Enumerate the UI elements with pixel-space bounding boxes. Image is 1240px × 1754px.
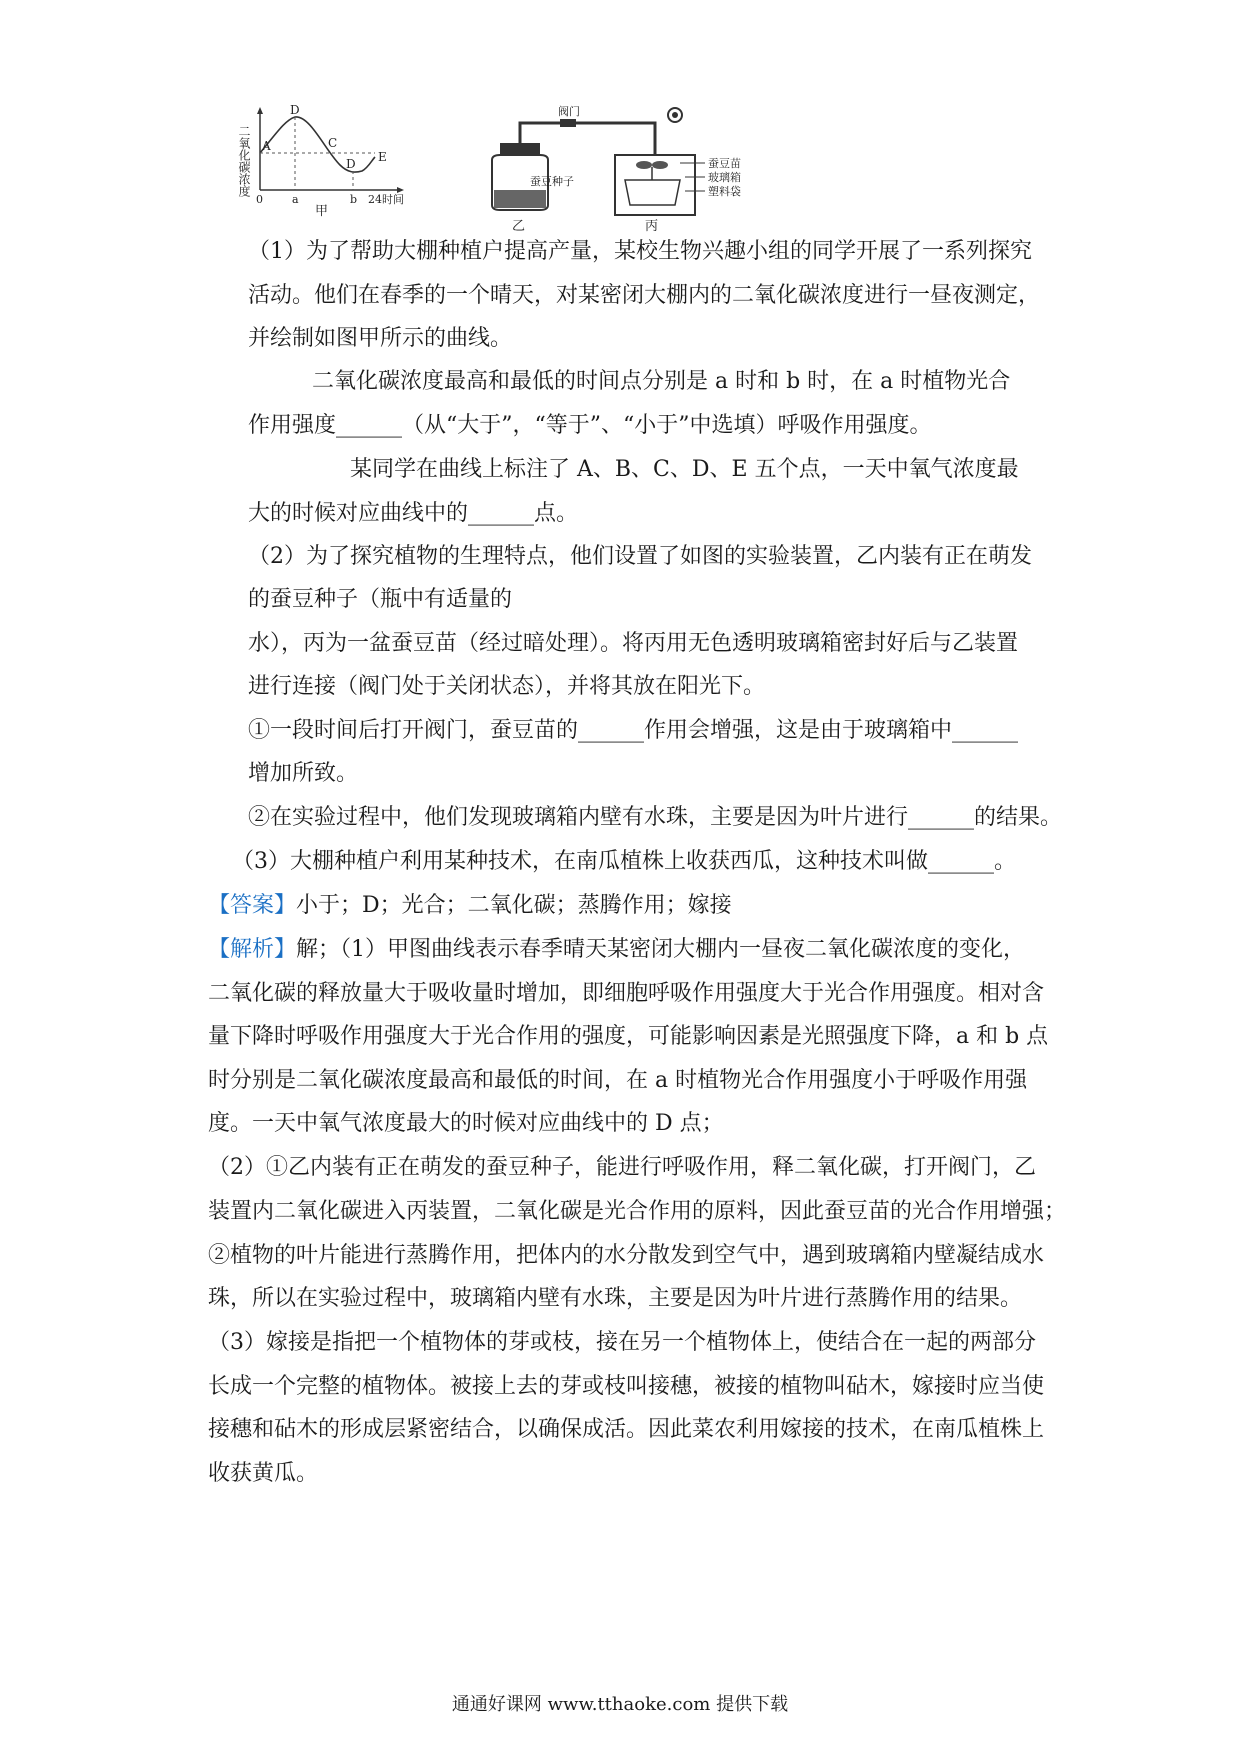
point-label-c: C <box>328 136 338 150</box>
q2a-line-1: ①一段时间后打开阀门，蚕豆苗的______作用会增强，这是由于玻璃箱中______ <box>248 718 1019 743</box>
valve <box>560 119 576 127</box>
analysis-line-4: 时分别是二氧化碳浓度最高和最低的时间，在 a 时植物光合作用强度小于呼吸作用强 <box>208 1068 1028 1093</box>
analysis-line-1 <box>208 936 1038 964</box>
caption-yi: 乙 <box>512 219 526 234</box>
label-plastic-bag: 塑料袋 <box>708 185 741 198</box>
q1a-line-1: 二氧化碳浓度最高和最低的时间点分别是 a 时和 b 时，在 a 时植物光合 <box>312 369 1011 394</box>
analysis-line-8: ②植物的叶片能进行蒸腾作用，把体内的水分散发到空气中，遇到玻璃箱内壁凝结成水 <box>208 1243 1045 1268</box>
q1b-line-2: 大的时候对应曲线中的______点。 <box>248 501 579 526</box>
page-footer: 通通好课网 www.tthaoke.com 提供下载 <box>451 1694 789 1715</box>
y-axis-label: 二氧化碳浓度 <box>237 125 251 197</box>
x-tick-24: 24时间 <box>368 193 404 206</box>
valve-label: 阀门 <box>558 105 580 118</box>
point-label-d-bottom: D <box>346 157 356 171</box>
analysis-line-2: 二氧化碳的释放量大于吸收量时增加，即细胞呼吸作用强度大于光合作用强度。相对含 <box>208 981 1045 1006</box>
x-tick-0: 0 <box>256 193 263 206</box>
q1b-line-1: 某同学在曲线上标注了 A、B、C、D、E 五个点，一天中氧气浓度最 <box>350 457 1019 482</box>
answer-tag: 【答案】 <box>208 893 297 918</box>
analysis-line-12: 接穗和砧木的形成层紧密结合，以确保成活。因此菜农利用嫁接的技术，在南瓜植株上 <box>208 1417 1045 1442</box>
caption-bing: 丙 <box>645 219 659 234</box>
seed-label: 蚕豆种子 <box>530 175 574 188</box>
label-seedling: 蚕豆苗 <box>708 157 741 170</box>
glass-box-bing <box>615 155 695 215</box>
label-glass-box: 玻璃箱 <box>708 171 741 184</box>
answer-line <box>208 892 1038 920</box>
co2-curve-graph <box>237 103 450 250</box>
q2b-line: ②在实验过程中，他们发现玻璃箱内壁有水珠，主要是因为叶片进行______的结果。 <box>248 805 1063 830</box>
analysis-line-3: 量下降时呼吸作用强度大于光合作用的强度，可能影响因素是光照强度下降，a 和 b 点 <box>208 1024 1049 1049</box>
analysis-text-1: 解；（1）甲图曲线表示春季晴天某密闭大棚内一昼夜二氧化碳浓度的变化， <box>296 937 1026 962</box>
figure-row <box>237 103 790 250</box>
point-label-e: E <box>378 150 387 164</box>
co2-curve <box>260 117 375 172</box>
analysis-line-10: （3）嫁接是指把一个植物体的芽或枝，接在另一个植物体上，使结合在一起的两部分 <box>208 1330 1036 1355</box>
analysis-tag: 【解析】 <box>208 937 297 962</box>
analysis-line-6: （2）①乙内装有正在萌发的蚕豆种子，能进行呼吸作用，释二氧化碳，打开阀门，乙 <box>208 1155 1036 1180</box>
q2-line-2: 的蚕豆种子（瓶中有适量的 <box>248 587 513 612</box>
q1-line-1: （1）为了帮助大棚种植户提高产量，某校生物兴趣小组的同学开展了一系列探究 <box>248 239 1032 264</box>
point-label-a: A <box>262 139 271 153</box>
analysis-line-7: 装置内二氧化碳进入丙装置，二氧化碳是光合作用的原料，因此蚕豆苗的光合作用增强； <box>208 1199 1067 1224</box>
q1-line-3: 并绘制如图甲所示的曲线。 <box>248 326 513 351</box>
experiment-apparatus <box>480 105 800 250</box>
q2-line-3: 水），丙为一盆蚕豆苗（经过暗处理）。将丙用无色透明玻璃箱密封好后与乙装置 <box>248 631 1019 656</box>
q2-line-1: （2）为了探究植物的生理特点，他们设置了如图的实验装置，乙内装有正在萌发 <box>248 544 1032 569</box>
x-tick-a: a <box>292 193 299 206</box>
q1a-line-2: 作用强度______（从“大于”，“等于”、“小于”中选填）呼吸作用强度。 <box>248 413 932 438</box>
q3-line: （3）大棚种植户利用某种技术，在南瓜植株上收获西瓜，这种技术叫做______。 <box>232 849 1016 874</box>
analysis-line-9: 珠，所以在实验过程中，玻璃箱内壁有水珠，主要是因为叶片进行蒸腾作用的结果。 <box>208 1286 1023 1311</box>
sun-icon <box>668 108 682 122</box>
q2-line-4: 进行连接（阀门处于关闭状态），并将其放在阳光下。 <box>248 674 766 699</box>
q2a-line-2: 增加所致。 <box>248 761 359 786</box>
analysis-line-11: 长成一个完整的植物体。被接上去的芽或枝叫接穗，被接的植物叫砧木，嫁接时应当使 <box>208 1374 1045 1399</box>
answer-text: 小于；D；光合；二氧化碳；蒸腾作用；嫁接 <box>296 893 732 918</box>
graph-caption-jia: 甲 <box>315 204 329 219</box>
analysis-line-13: 收获黄瓜。 <box>208 1461 319 1486</box>
analysis-line-5: 度。一天中氧气浓度最大的时候对应曲线中的 D 点； <box>208 1111 724 1136</box>
point-label-d-top: D <box>290 103 300 117</box>
q1-line-2: 活动。他们在春季的一个晴天，对某密闭大棚内的二氧化碳浓度进行一昼夜测定， <box>248 283 1041 308</box>
x-tick-b: b <box>350 193 358 206</box>
